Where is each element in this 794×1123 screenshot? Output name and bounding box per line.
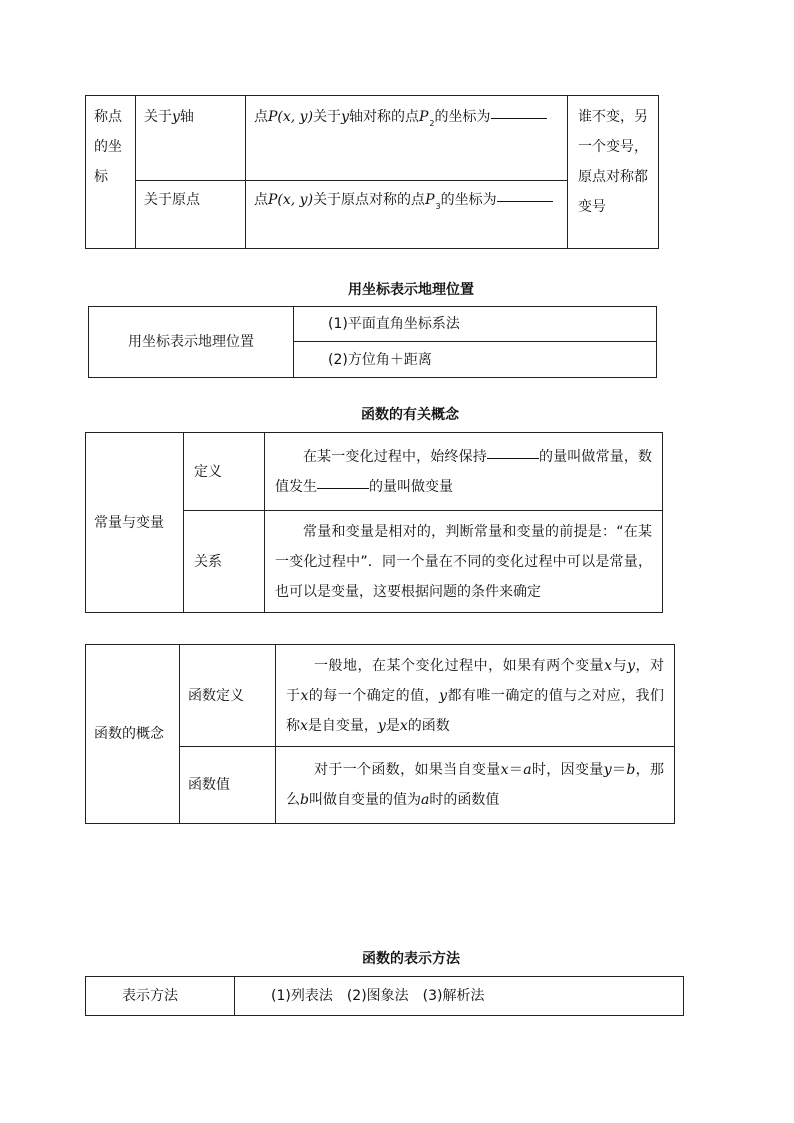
symmetry-table [85,95,659,249]
answer-blank[interactable] [497,201,553,202]
rel-label: 关系 [184,511,265,613]
const-var-table [85,432,663,613]
const-var-definition: 在某一变化过程中，始终保持 的量叫做常量，数值发生 的量叫做变量 [265,433,663,511]
function-category: 函数的概念 [86,645,180,824]
row-y-axis-question: 点P(x, y)关于y轴对称的点$P_2$的坐标为 [246,96,568,181]
def-label: 定义 [184,433,265,511]
symmetry-note-line: 变号 [578,199,606,215]
section-heading: 函数的有关概念 [361,407,459,423]
row-origin-question: 点P(x, y)关于原点对称的点$P_3$的坐标为 [246,181,568,249]
symmetry-note-line: 谁不变，另 [578,109,648,125]
function-definition: 一般地，在某个变化过程中，如果有两个变量x与y，对于x的每一个确定的值，y都有唯一确定的值与之对应，我们称x是自变量，y是x的函数 [276,645,675,747]
answer-blank[interactable] [491,118,547,119]
representation-label: 表示方法 [86,977,235,1016]
function-value-definition: 对于一个函数，如果当自变量x＝a时，因变量y＝b，那么b叫做自变量的值为a时的函数值 [276,747,675,824]
function-concept-table [85,644,675,824]
symmetry-category-line: 称点 [94,109,122,125]
geo-method-2: (2)方位角＋距离 [294,342,657,378]
representation-table [85,976,684,1016]
function-def-label: 函数定义 [180,645,276,747]
answer-blank[interactable] [487,458,539,459]
representation-methods: (1)列表法 (2)图象法 (3)解析法 [235,977,684,1016]
row-y-axis-label: 关于y轴 [136,96,246,181]
symmetry-category-line: 的坐 [94,139,122,155]
const-var-category: 常量与变量 [86,433,184,613]
answer-blank[interactable] [317,488,369,489]
symmetry-note-line: 原点对称都 [578,169,648,185]
function-value-label: 函数值 [180,747,276,824]
symmetry-note-line: 一个变号， [578,139,648,155]
geo-table [88,306,657,378]
geo-method-1: (1)平面直角坐标系法 [294,307,657,342]
symmetry-category-line: 标 [94,169,108,185]
row-origin-label: 关于原点 [136,181,246,249]
symmetry-category-cell [86,96,136,249]
section-heading: 用坐标表示地理位置 [348,282,474,298]
geo-label: 用坐标表示地理位置 [89,307,294,378]
const-var-relation: 常量和变量是相对的，判断常量和变量的前提是：“在某一变化过程中”．同一个量在不同的变化过程中可以是常量，也可以是变量，这要根据问题的条件来确定 [265,511,663,613]
section-heading: 函数的表示方法 [362,951,460,967]
symmetry-note-cell [568,96,659,249]
